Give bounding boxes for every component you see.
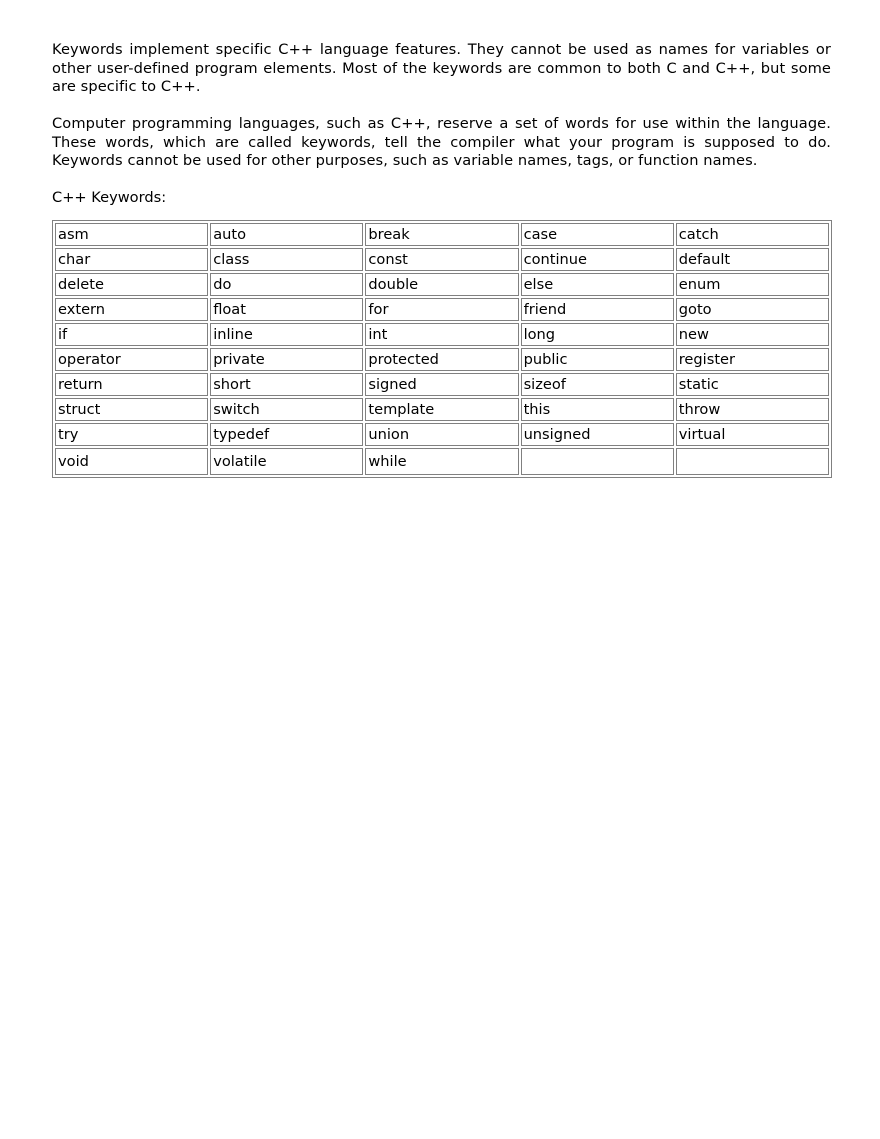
table-row (55, 348, 829, 371)
table-cell: virtual (676, 423, 829, 446)
table-cell: this (521, 398, 674, 421)
table-row (55, 448, 829, 475)
table-cell: case (521, 223, 674, 246)
table-row (55, 423, 829, 446)
intro-paragraph: Keywords implement specific C++ language features. They cannot be used as names for variables or other user-defined program elements. Most of the keywords are common to both C and C++, but some are specific to C++. (52, 41, 831, 95)
table-cell: union (365, 423, 518, 446)
table-cell: void (55, 448, 208, 475)
table-row (55, 248, 829, 271)
keywords-table-label: C++ Keywords: (52, 189, 167, 206)
table-row (55, 323, 829, 346)
table-cell: delete (55, 273, 208, 296)
table-cell: template (365, 398, 518, 421)
reserved-words-paragraph: Computer programming languages, such as C++, reserve a set of words for use within the language. These words, which are called keywords, tell the compiler what your program is supposed to do. Keywords cannot be used for other purposes, such as variable names, tags, or function names. (52, 115, 831, 169)
table-cell: asm (55, 223, 208, 246)
table-cell: catch (676, 223, 829, 246)
table-cell: protected (365, 348, 518, 371)
table-cell: signed (365, 373, 518, 396)
table-cell: default (676, 248, 829, 271)
table-cell: if (55, 323, 208, 346)
table-cell: for (365, 298, 518, 321)
table-cell: unsigned (521, 423, 674, 446)
table-cell: operator (55, 348, 208, 371)
table-cell: typedef (210, 423, 363, 446)
document-body (52, 41, 831, 478)
table-cell: volatile (210, 448, 363, 475)
table-cell: while (365, 448, 518, 475)
table-cell: class (210, 248, 363, 271)
table-cell-empty (676, 448, 829, 475)
table-cell: float (210, 298, 363, 321)
table-cell: public (521, 348, 674, 371)
keywords-table (52, 220, 832, 478)
table-cell: enum (676, 273, 829, 296)
table-row (55, 398, 829, 421)
table-cell: int (365, 323, 518, 346)
table-cell: static (676, 373, 829, 396)
table-cell: sizeof (521, 373, 674, 396)
table-cell: throw (676, 398, 829, 421)
table-cell-empty (521, 448, 674, 475)
table-cell: else (521, 273, 674, 296)
table-cell: friend (521, 298, 674, 321)
table-cell: new (676, 323, 829, 346)
table-cell: double (365, 273, 518, 296)
table-row (55, 373, 829, 396)
table-cell: return (55, 373, 208, 396)
table-cell: goto (676, 298, 829, 321)
table-cell: register (676, 348, 829, 371)
table-cell: char (55, 248, 208, 271)
table-cell: switch (210, 398, 363, 421)
table-cell: struct (55, 398, 208, 421)
table-cell: private (210, 348, 363, 371)
table-cell: try (55, 423, 208, 446)
table-row (55, 273, 829, 296)
table-cell: short (210, 373, 363, 396)
table-row (55, 223, 829, 246)
table-cell: do (210, 273, 363, 296)
table-cell: const (365, 248, 518, 271)
table-cell: auto (210, 223, 363, 246)
table-cell: inline (210, 323, 363, 346)
table-cell: extern (55, 298, 208, 321)
table-cell: continue (521, 248, 674, 271)
table-row (55, 298, 829, 321)
table-cell: long (521, 323, 674, 346)
table-cell: break (365, 223, 518, 246)
